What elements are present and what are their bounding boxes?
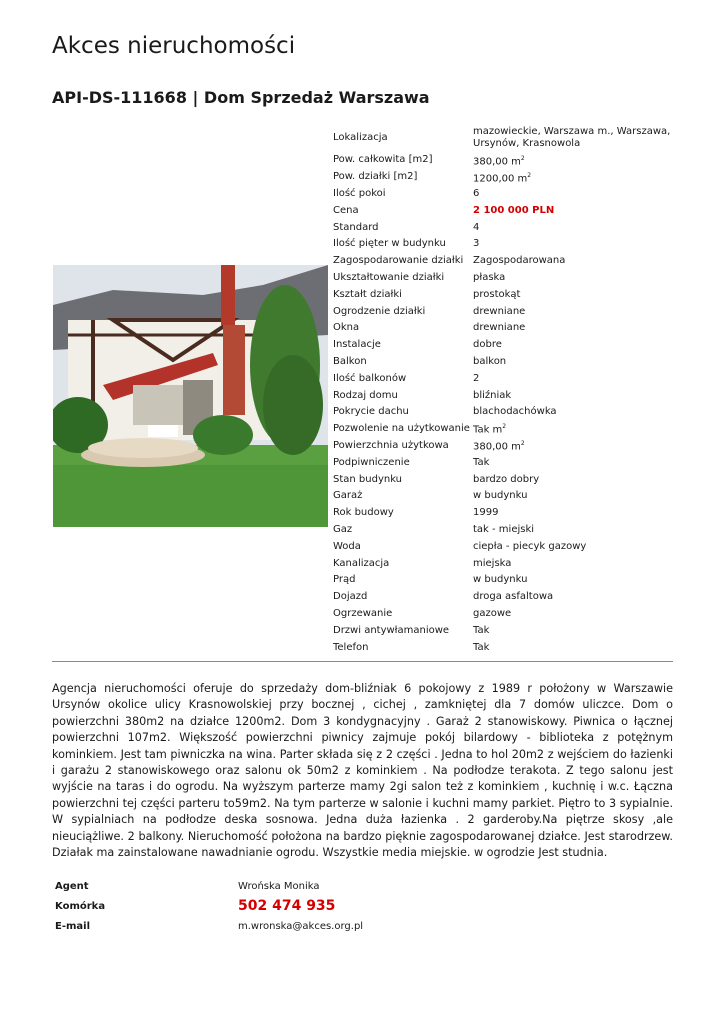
property-value xyxy=(473,320,673,337)
property-value xyxy=(473,589,673,606)
property-value-text: 2 xyxy=(473,372,480,384)
property-row xyxy=(331,202,673,219)
property-label: Garaż xyxy=(333,490,363,502)
property-value xyxy=(473,186,673,203)
property-value-text: balkon xyxy=(473,355,507,367)
property-value xyxy=(473,606,673,623)
property-value-text: mazowieckie, Warszawa m., Warszawa, Ursynów, Krasnowola xyxy=(473,126,671,149)
house-photo xyxy=(53,265,328,527)
property-row xyxy=(331,522,673,539)
property-label: Woda xyxy=(333,540,361,552)
property-row xyxy=(331,270,673,287)
property-value xyxy=(473,202,673,219)
property-value-text: bardzo dobry xyxy=(473,473,540,485)
property-row xyxy=(331,555,673,572)
property-row xyxy=(331,538,673,555)
property-value-text: 6 xyxy=(473,187,480,199)
property-value-text: 4 xyxy=(473,221,480,233)
property-value-text: Zagospodarowana xyxy=(473,255,566,267)
unit-superscript: 2 xyxy=(527,171,532,179)
house-photo-icon xyxy=(53,265,328,527)
property-row xyxy=(331,488,673,505)
property-label: Instalacje xyxy=(333,339,381,351)
property-row xyxy=(331,303,673,320)
property-label: Cena xyxy=(333,204,359,216)
property-value-text: drewniane xyxy=(473,322,526,334)
property-row xyxy=(331,124,673,152)
property-details-table xyxy=(331,124,673,656)
property-value xyxy=(473,354,673,371)
property-row xyxy=(331,152,673,169)
property-value-text: w budynku xyxy=(473,574,528,586)
property-label: Okna xyxy=(333,322,360,334)
property-label: Pow. działki [m2] xyxy=(333,171,418,183)
listing-title: API-DS-111668 | Dom Sprzedaż Warszawa xyxy=(52,88,430,107)
property-row xyxy=(331,589,673,606)
property-value xyxy=(473,169,673,186)
property-row xyxy=(331,404,673,421)
property-value-text: Tak xyxy=(473,456,490,468)
property-label: Balkon xyxy=(333,355,367,367)
property-value-text: miejska xyxy=(473,557,512,569)
listing-description: Agencja nieruchomości oferuje do sprzedaży dom-bliźniak 6 pokojowy z 1989 r położony w Warszawie Ursynów okolice ulicy Krasnowolskiej przy bocznej , cichej , zamkniętej dla 7 domów uliczce. Dom o powierzchni 380m2 na działce 1200m2. Dom 3 kondygnacyjny . Garaż 2 stanowiskowy. Piwnica o łącznej powierzchni 107m2. Większość powierzchni piwnicy zajmuje pokój bilardowy - biblioteka z potężnym kominkiem. Jest tam piwniczka na wina. Parter składa się z 2 części . Jedna to hol 20m2 z wejściem do łazienki i garażu 2 stanowiskowego oraz salonu ok 50m2 z kominkiem . Na podłodze terakota. Z tego salonu jest wyjście na taras i do ogrodu. Na wyższym parterze mamy 2gi salon też z kominkiem , kuchnię i w.c. Łączna powierzchni tej części parteru to59m2. Na tym parterze w salonie i kuchni mamy parkiet. Piętro to 3 sypialnie. W sypialniach na podłodze deska sosnowa. Jedna duża łazienka . 2 garderoby.Na piętrze skosy ,ale nieuciążliwe. 2 balkony. Nieruchomość położona na bardzo pięknie zagospodarowanej działce. Jest starodrzew. Działak ma zainstalowane nawadnianie ogrodu. Wszystkie media miejskie. w ogrodzie Jest studnia. xyxy=(52,682,673,860)
agent-row xyxy=(52,876,363,896)
property-row xyxy=(331,320,673,337)
property-row xyxy=(331,639,673,656)
property-row xyxy=(331,454,673,471)
property-value xyxy=(473,152,673,169)
property-value-text: płaska xyxy=(473,271,506,283)
email-link[interactable]: m.wronska@akces.org.pl xyxy=(238,920,364,932)
property-value-text: dobre xyxy=(473,339,502,351)
agent-name: Wrońska Monika xyxy=(238,880,320,892)
property-label: Standard xyxy=(333,221,379,233)
property-label: Prąd xyxy=(333,574,356,586)
property-row xyxy=(331,354,673,371)
unit-superscript: 2 xyxy=(520,440,525,448)
phone-label: Komórka xyxy=(55,900,106,912)
property-row xyxy=(331,438,673,455)
company-name: Akces nieruchomości xyxy=(52,33,296,59)
property-label: Ilość balkonów xyxy=(333,372,407,384)
property-value xyxy=(473,253,673,270)
property-value-text: w budynku xyxy=(473,490,528,502)
property-label: Kształt działki xyxy=(333,288,402,300)
property-value xyxy=(473,219,673,236)
property-value xyxy=(473,421,673,438)
property-label: Pokrycie dachu xyxy=(333,406,409,418)
property-value-text: 1200,00 m xyxy=(473,172,528,184)
property-row xyxy=(331,471,673,488)
property-row xyxy=(331,337,673,354)
property-value xyxy=(473,572,673,589)
property-row xyxy=(331,236,673,253)
property-value xyxy=(473,286,673,303)
property-row xyxy=(331,606,673,623)
property-value-text: 3 xyxy=(473,238,480,250)
property-value xyxy=(473,236,673,253)
property-value-text: Tak xyxy=(473,624,490,636)
phone-row xyxy=(52,896,363,916)
property-row xyxy=(331,370,673,387)
property-value xyxy=(473,303,673,320)
property-value-text: droga asfaltowa xyxy=(473,591,554,603)
property-row xyxy=(331,219,673,236)
property-row xyxy=(331,421,673,438)
property-value-text: ciepła - piecyk gazowy xyxy=(473,540,587,552)
agent-label: Agent xyxy=(55,880,89,892)
property-value-text: bliźniak xyxy=(473,389,512,401)
unit-superscript: 2 xyxy=(502,423,507,431)
property-value xyxy=(473,622,673,639)
property-value-text: 2 100 000 PLN xyxy=(473,204,555,216)
property-value xyxy=(473,387,673,404)
property-value xyxy=(473,337,673,354)
property-value xyxy=(473,555,673,572)
property-value-text: drewniane xyxy=(473,305,526,317)
divider xyxy=(52,661,673,662)
property-value xyxy=(473,522,673,539)
property-value xyxy=(473,488,673,505)
property-value xyxy=(473,454,673,471)
property-value-text: 1999 xyxy=(473,507,499,519)
property-label: Pow. całkowita [m2] xyxy=(333,154,433,166)
property-label: Powierzchnia użytkowa xyxy=(333,439,449,451)
property-value-text: 380,00 m xyxy=(473,156,521,168)
property-label: Dojazd xyxy=(333,591,368,603)
property-value xyxy=(473,404,673,421)
property-row xyxy=(331,286,673,303)
property-label: Zagospodarowanie działki xyxy=(333,255,464,267)
property-value-text: gazowe xyxy=(473,607,512,619)
property-label: Kanalizacja xyxy=(333,557,390,569)
property-label: Telefon xyxy=(333,641,369,653)
property-value-text: Tak m xyxy=(473,424,503,436)
property-row xyxy=(331,572,673,589)
property-label: Rodzaj domu xyxy=(333,389,398,401)
property-label: Gaz xyxy=(333,523,353,535)
property-label: Rok budowy xyxy=(333,507,394,519)
property-value xyxy=(473,370,673,387)
property-label: Drzwi antywłamaniowe xyxy=(333,624,450,636)
property-row xyxy=(331,622,673,639)
property-value-text: 380,00 m xyxy=(473,441,521,453)
property-value-text: Tak xyxy=(473,641,490,653)
property-label: Ogrodzenie działki xyxy=(333,305,426,317)
property-row xyxy=(331,186,673,203)
property-value xyxy=(473,124,673,152)
property-value xyxy=(473,471,673,488)
property-value-text: prostokąt xyxy=(473,288,521,300)
property-value-text: tak - miejski xyxy=(473,523,535,535)
unit-superscript: 2 xyxy=(520,154,525,162)
property-label: Ukształtowanie działki xyxy=(333,271,445,283)
property-label: Stan budynku xyxy=(333,473,403,485)
property-label: Pozwolenie na użytkowanie xyxy=(333,423,470,435)
property-row xyxy=(331,253,673,270)
property-value xyxy=(473,438,673,455)
property-label: Ilość pokoi xyxy=(333,187,386,199)
property-value xyxy=(473,505,673,522)
property-label: Podpiwniczenie xyxy=(333,456,410,468)
property-value-text: blachodachówka xyxy=(473,406,557,418)
property-value xyxy=(473,270,673,287)
agent-contact xyxy=(52,876,363,936)
property-label: Ilość pięter w budynku xyxy=(333,238,446,250)
property-row xyxy=(331,505,673,522)
property-value xyxy=(473,538,673,555)
property-label: Ogrzewanie xyxy=(333,607,393,619)
email-row xyxy=(52,916,363,936)
property-value xyxy=(473,639,673,656)
property-label: Lokalizacja xyxy=(333,132,388,143)
property-row xyxy=(331,169,673,186)
property-row xyxy=(331,387,673,404)
phone-number[interactable]: 502 474 935 xyxy=(238,898,336,914)
email-label: E-mail xyxy=(55,920,91,932)
